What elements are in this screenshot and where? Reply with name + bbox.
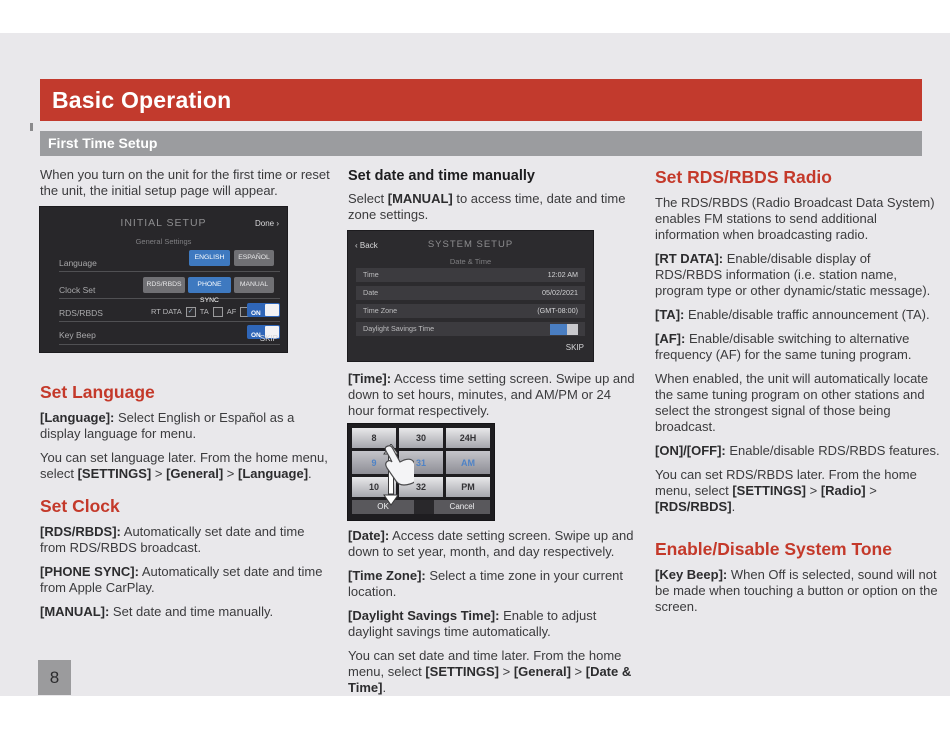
paragraph: The RDS/RBDS (Radio Broadcast Data System) enables FM stations to send additional information when broadcasting radio.	[655, 195, 935, 242]
heading-set-rds: Set RDS/RBDS Radio	[655, 167, 832, 187]
paragraph: [TA]: Enable/disable traffic announcement (TA).	[655, 307, 930, 322]
time-row: Time 12:02 AM	[356, 268, 585, 282]
paragraph: [Date]: Access date setting screen. Swipe up and down to set year, month, and day respectively.	[348, 528, 634, 559]
paragraph-time: [Time]: Access time setting screen. Swipe up and down to set hours, minutes, and AM/PM or 24 hour format respectively.	[348, 371, 635, 418]
rt-data-label: RT DATA	[151, 307, 182, 316]
phone-sync-button: PHONE SYNC	[188, 277, 231, 293]
clock-set-label: Clock Set	[59, 285, 96, 295]
heading-set-language: Set Language	[40, 382, 155, 402]
clock-set-row	[59, 273, 280, 304]
device-subtitle: General Settings	[135, 237, 192, 246]
language-row	[59, 247, 280, 272]
paragraph: [RT DATA]: Enable/disable display of RDS/RBDS information (i.e. station name, program type or other dynamic/static message).	[655, 251, 931, 298]
ta-label: TA	[199, 307, 209, 316]
time-picker-screenshot	[348, 424, 494, 520]
paragraph: [Language]: Select English or Español as a display language for menu.	[40, 410, 295, 441]
picker-cell: PM	[446, 477, 490, 497]
paragraph: [RDS/RBDS]: Automatically set date and time from RDS/RBDS broadcast.	[40, 524, 305, 555]
rds-toggle-on: ON	[247, 303, 280, 317]
toggle-knob	[265, 304, 279, 316]
column-right	[655, 167, 940, 623]
chevron-left-icon: ‹	[355, 241, 358, 250]
paragraph: You can set language later. From the home menu, select [SETTINGS] > [General] > [Language].	[40, 450, 328, 481]
toggle-knob	[567, 324, 578, 335]
picker-grid	[352, 428, 490, 497]
device-title: SYSTEM SETUP	[427, 239, 514, 250]
paragraph: [Daylight Savings Time]: Enable to adjust daylight savings time automatically.	[348, 608, 597, 639]
device-subtitle: Date & Time	[449, 257, 492, 266]
language-label: Language	[59, 258, 97, 268]
rds-rbds-row	[59, 300, 280, 322]
paragraph: When enabled, the unit will automatically locate the same tuning program on other stations and select the strongest signal of those being broadcast.	[655, 371, 929, 434]
paragraph: [PHONE SYNC]: Automatically set date and time from Apple CarPlay.	[40, 564, 323, 595]
key-beep-toggle-on: ON	[247, 325, 280, 339]
espanol-button: ESPAÑOL	[234, 250, 274, 266]
paragraph: [Key Beep]: When Off is selected, sound will not be made when touching a button or option on the screen.	[655, 567, 938, 614]
picker-buttons	[352, 500, 490, 514]
device-title: INITIAL SETUP	[120, 217, 207, 229]
rt-data-checkbox-icon: ✓	[186, 307, 196, 317]
skip-button: SKIP	[565, 343, 584, 352]
heading-set-clock: Set Clock	[40, 496, 120, 516]
section-bar	[40, 131, 922, 156]
system-setup-screenshot	[348, 231, 593, 361]
cancel-button: Cancel	[434, 500, 490, 514]
picker-cell: 8	[352, 428, 396, 448]
date-row: Date 05/02/2021	[356, 286, 585, 300]
paragraph: [AF]: Enable/disable switching to alternative frequency (AF) for the same tuning program.	[655, 331, 912, 362]
skip-button: SKIP	[259, 334, 278, 343]
chapter-banner	[40, 79, 922, 121]
picker-cell-selected: 9	[352, 451, 396, 474]
done-button: Done ›	[254, 219, 279, 228]
picker-cell-selected: 31	[399, 451, 443, 474]
picker-cell: 24H	[446, 428, 490, 448]
column-middle	[348, 167, 638, 704]
ok-button: OK	[352, 500, 414, 514]
picker-cell-selected: AM	[446, 451, 490, 474]
af-label: AF	[226, 307, 237, 316]
swipe-hand-icon	[376, 444, 414, 506]
heading-set-date-time: Set date and time manually	[348, 168, 535, 184]
time-zone-row: Time Zone (GMT-08:00)	[356, 304, 585, 318]
paragraph: [ON]/[OFF]: Enable/disable RDS/RBDS features.	[655, 443, 940, 458]
rds-rbds-button: RDS/RBDS	[143, 277, 185, 293]
page-number: 8	[38, 660, 71, 695]
intro-paragraph: When you turn on the unit for the first time or reset the unit, the initial setup page will appear.	[40, 167, 330, 198]
section-title: First Time Setup	[48, 135, 158, 151]
settings-rows	[356, 268, 585, 340]
back-button: ‹ Back	[355, 241, 378, 250]
heading-system-tone: Enable/Disable System Tone	[655, 539, 892, 559]
chapter-title: Basic Operation	[52, 87, 232, 113]
key-beep-label: Key Beep	[59, 330, 96, 340]
english-button: ENGLISH	[189, 250, 230, 266]
paragraph: You can set date and time later. From the home menu, select [SETTINGS] > [General] > [Date & Time].	[348, 648, 632, 695]
initial-setup-screenshot	[40, 207, 287, 352]
picker-cell: 10	[352, 477, 396, 497]
paragraph: You can set RDS/RBDS later. From the home menu, select [SETTINGS] > [Radio] > [RDS/RBDS].	[655, 467, 917, 514]
daylight-savings-row: Daylight Savings Time	[356, 322, 585, 336]
rds-rbds-label: RDS/RBDS	[59, 308, 103, 318]
paragraph: Select [MANUAL] to access time, date and time zone settings.	[348, 191, 626, 222]
paragraph: [Time Zone]: Select a time zone in your current location.	[348, 568, 624, 599]
ta-checkbox-icon	[213, 307, 223, 317]
picker-cell: 32	[399, 477, 443, 497]
paragraph: [MANUAL]: Set date and time manually.	[40, 604, 274, 619]
rds-check-options	[151, 304, 250, 320]
column-left	[40, 167, 332, 628]
scanned-page-background	[0, 33, 950, 696]
manual-button: MANUAL	[234, 277, 274, 293]
daylight-toggle-on	[550, 324, 578, 335]
scan-artifact	[30, 123, 33, 131]
key-beep-row	[59, 323, 280, 345]
picker-cell: 30	[399, 428, 443, 448]
chevron-right-icon: ›	[276, 219, 279, 228]
